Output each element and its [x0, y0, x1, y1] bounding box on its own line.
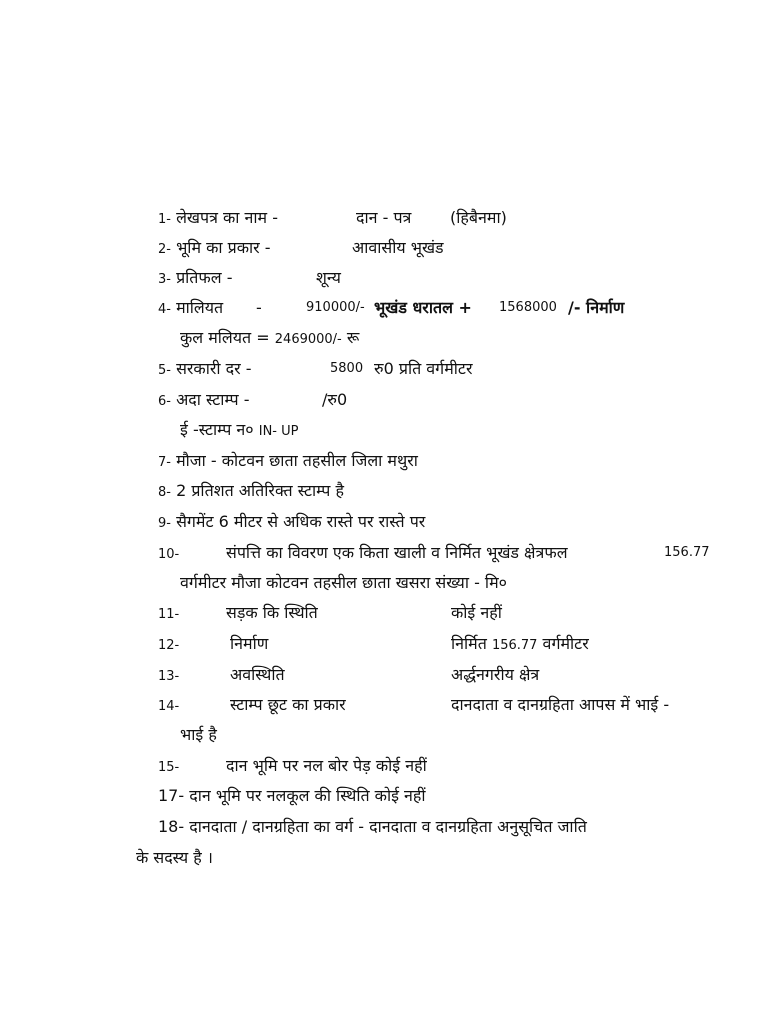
item-label: अवस्थिति: [230, 665, 285, 684]
item-value: [451, 634, 589, 656]
item-text: वर्गमीटर मौजा कोटवन तहसील छाता खसरा संख्या - मि०: [180, 573, 507, 592]
item-18: [158, 817, 587, 837]
item-dash: -: [256, 298, 262, 317]
item-value: कोई नहीं: [451, 603, 502, 622]
item-label: मालियत: [176, 298, 224, 317]
item-14-cont: [180, 725, 217, 745]
item-value-b: वर्गमीटर: [542, 634, 589, 653]
item-value: दानदाता व दानग्रहिता आपस में भाई -: [451, 695, 670, 714]
item-text: संपत्ति का विवरण एक किता खाली व निर्मित भूखंड क्षेत्रफल: [226, 543, 568, 562]
item-extra: (हिबैनमा): [450, 208, 507, 227]
item-number: 10-: [158, 547, 180, 562]
item-11: [158, 603, 502, 625]
item-value: शून्य: [316, 268, 341, 287]
item-15: [158, 756, 427, 778]
item-1: [158, 208, 507, 230]
item-text: भूखंड धरातल +: [374, 298, 472, 317]
item-10-cont: [180, 573, 507, 593]
item-number: 6-: [158, 394, 171, 409]
item-number: 3-: [158, 272, 171, 287]
amount-total: 2469000/-: [274, 332, 342, 347]
item-number: 2-: [158, 242, 171, 257]
item-value: /रु0: [322, 390, 348, 409]
item-6: [158, 390, 348, 412]
item-text: /- निर्माण: [568, 298, 625, 317]
item-2: [158, 238, 444, 260]
item-text: 2 प्रतिशत अतिरिक्त स्टाम्प है: [176, 481, 344, 500]
amount-construction: 1568000: [499, 300, 557, 315]
item-9: [158, 512, 425, 534]
amount-area: 156.77: [664, 545, 710, 560]
item-7: [158, 451, 418, 473]
item-text: के सदस्य है ।: [136, 848, 213, 867]
item-number: 8-: [158, 485, 171, 500]
item-10: [158, 543, 710, 565]
amount-area: 156.77: [491, 638, 538, 653]
item-number: 12-: [158, 638, 180, 653]
item-3: [158, 268, 341, 290]
item-18-cont: [136, 848, 213, 868]
item-value-a: निर्मित: [451, 634, 487, 653]
item-label: सरकारी दर -: [176, 359, 252, 378]
estamp-code: IN- UP: [258, 424, 299, 439]
amount-rate: 5800: [330, 361, 364, 376]
item-14: [158, 695, 670, 717]
item-number: 13-: [158, 669, 180, 684]
item-number: 5-: [158, 363, 171, 378]
item-text: 17- दान भूमि पर नलकूल की स्थिति कोई नहीं: [158, 786, 426, 805]
item-value: अर्द्धनगरीय क्षेत्र: [451, 665, 540, 684]
item-number: 11-: [158, 607, 180, 622]
item-number: 4-: [158, 302, 171, 317]
item-12: [158, 634, 589, 656]
item-text: सैगमेंट 6 मीटर से अधिक रास्ते पर रास्ते पर: [176, 512, 426, 531]
item-17: [158, 786, 426, 806]
item-8: [158, 481, 344, 503]
item-label: प्रतिफल -: [176, 268, 233, 287]
item-5: [158, 359, 473, 381]
item-number: 1-: [158, 212, 171, 227]
item-label: ई -स्टाम्प न०: [180, 420, 254, 439]
item-unit: रू: [346, 328, 360, 347]
item-text: भाई है: [180, 725, 217, 744]
item-label: स्टाम्प छूट का प्रकार: [230, 695, 346, 714]
item-text: मौजा - कोटवन छाता तहसील जिला मथुरा: [176, 451, 418, 470]
item-label: निर्माण: [230, 634, 269, 653]
item-text: दान भूमि पर नल बोर पेड़ कोई नहीं: [226, 756, 427, 775]
item-text: 18- दानदाता / दानग्रहिता का वर्ग - दानदाता व दानग्रहिता अनुसूचित जाति: [158, 817, 587, 836]
item-label: सड़क कि स्थिति: [226, 603, 318, 622]
item-6-estamp: [180, 420, 298, 442]
item-text: रु0 प्रति वर्गमीटर: [374, 359, 473, 378]
item-label: भूमि का प्रकार -: [176, 238, 271, 257]
item-label: लेखपत्र का नाम -: [176, 208, 278, 227]
item-value: दान - पत्र: [356, 208, 412, 227]
item-label: अदा स्टाम्प -: [176, 390, 250, 409]
item-number: 9-: [158, 516, 171, 531]
item-number: 14-: [158, 699, 180, 714]
item-label: कुल मलियत =: [180, 328, 270, 347]
item-13: [158, 665, 540, 687]
item-number: 15-: [158, 760, 180, 775]
item-number: 7-: [158, 455, 171, 470]
item-value: आवासीय भूखंड: [352, 238, 444, 257]
item-4: [158, 298, 625, 320]
amount-land: 910000/-: [306, 300, 365, 315]
item-4-total: [180, 328, 359, 350]
